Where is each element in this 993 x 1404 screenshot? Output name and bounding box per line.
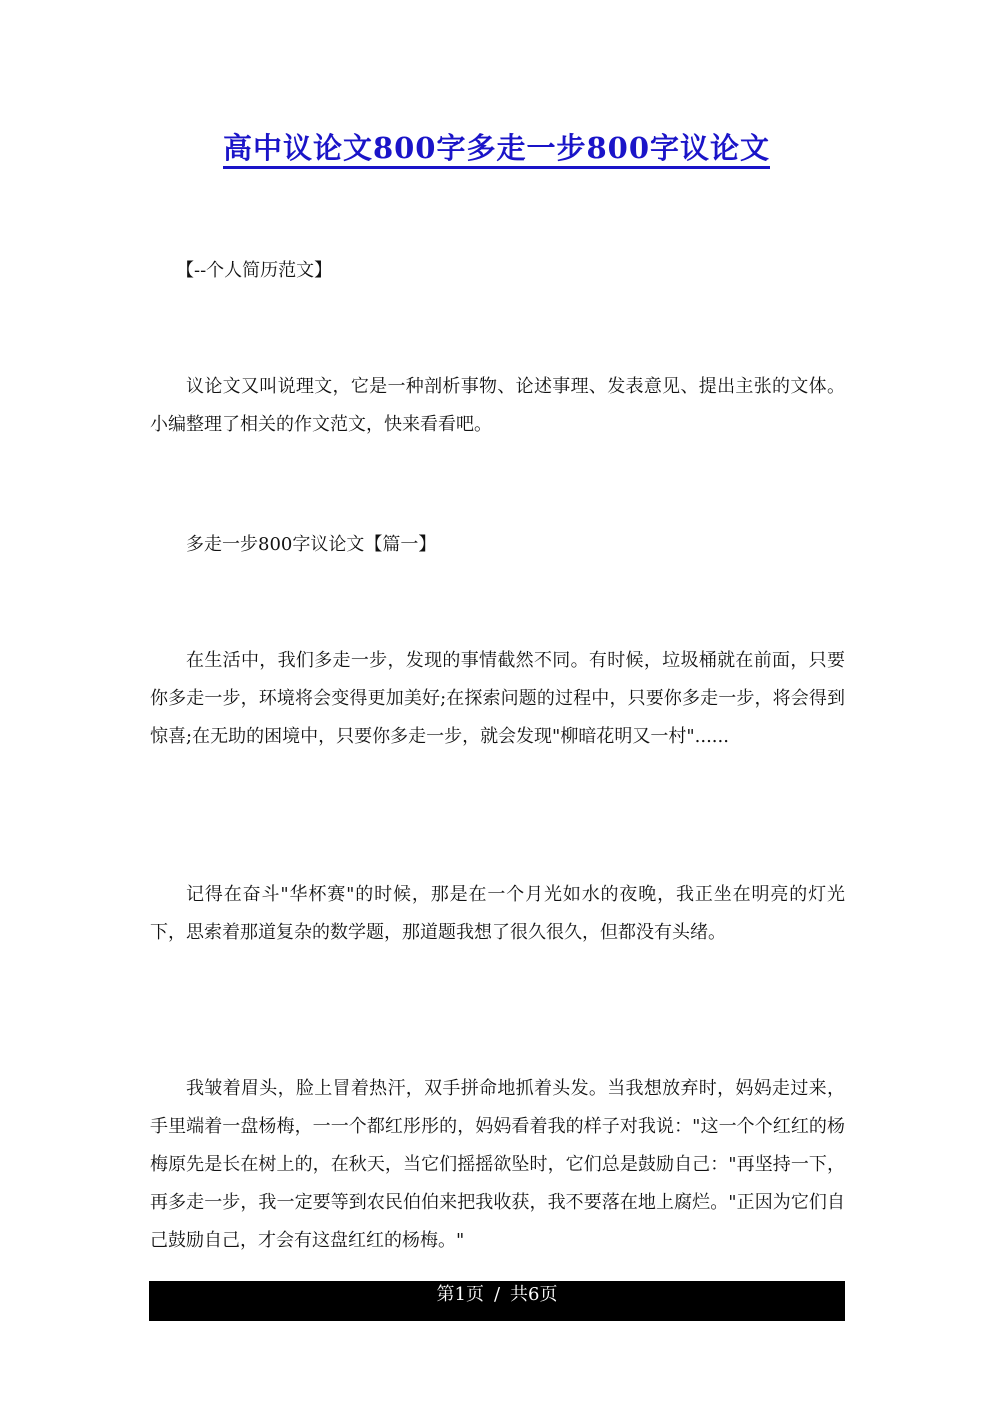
page-separator: / xyxy=(493,1284,501,1305)
document-title-text: 高中议论文800字多走一步800字议论文 xyxy=(223,131,770,169)
section-heading: 多走一步800字议论文【篇一】 xyxy=(186,534,437,555)
total-pages-label: 共6页 xyxy=(510,1284,558,1305)
intro-paragraph: 议论文又叫说理文，它是一种剖析事物、论述事理、发表意见、提出主张的文体。小编整理了相关的作文范文，快来看看吧。 xyxy=(150,376,845,435)
category-tag: 【--个人简历范文】 xyxy=(176,260,333,281)
body-paragraph-2: 记得在奋斗"华杯赛"的时候，那是在一个月光如水的夜晚，我正坐在明亮的灯光下，思索着那道复杂的数学题，那道题我想了很久很久，但都没有头绪。 xyxy=(150,884,845,943)
document-title xyxy=(0,126,993,167)
body-paragraph-3: 我皱着眉头，脸上冒着热汗，双手拼命地抓着头发。当我想放弃时，妈妈走过来，手里端着一盘杨梅，一一个都红彤彤的，妈妈看着我的样子对我说："这一个个红红的杨梅原先是长在树上的，在秋天，当它们摇摇欲坠时，它们总是鼓励自己："再坚持一下，再多走一步，我一定要等到农民伯伯来把我收获，我不要落在地上腐烂。"正因为它们自己鼓励自己，才会有这盘红红的杨梅。" xyxy=(150,1078,845,1251)
current-page-label: 第1页 xyxy=(436,1284,484,1305)
body-paragraph-1: 在生活中，我们多走一步，发现的事情截然不同。有时候，垃圾桶就在前面，只要你多走一步，环境将会变得更加美好;在探索问题的过程中，只要你多走一步，将会得到惊喜;在无助的困境中，只要你多走一步，就会发现"柳暗花明又一村"...... xyxy=(150,650,845,747)
page-footer xyxy=(149,1281,845,1321)
